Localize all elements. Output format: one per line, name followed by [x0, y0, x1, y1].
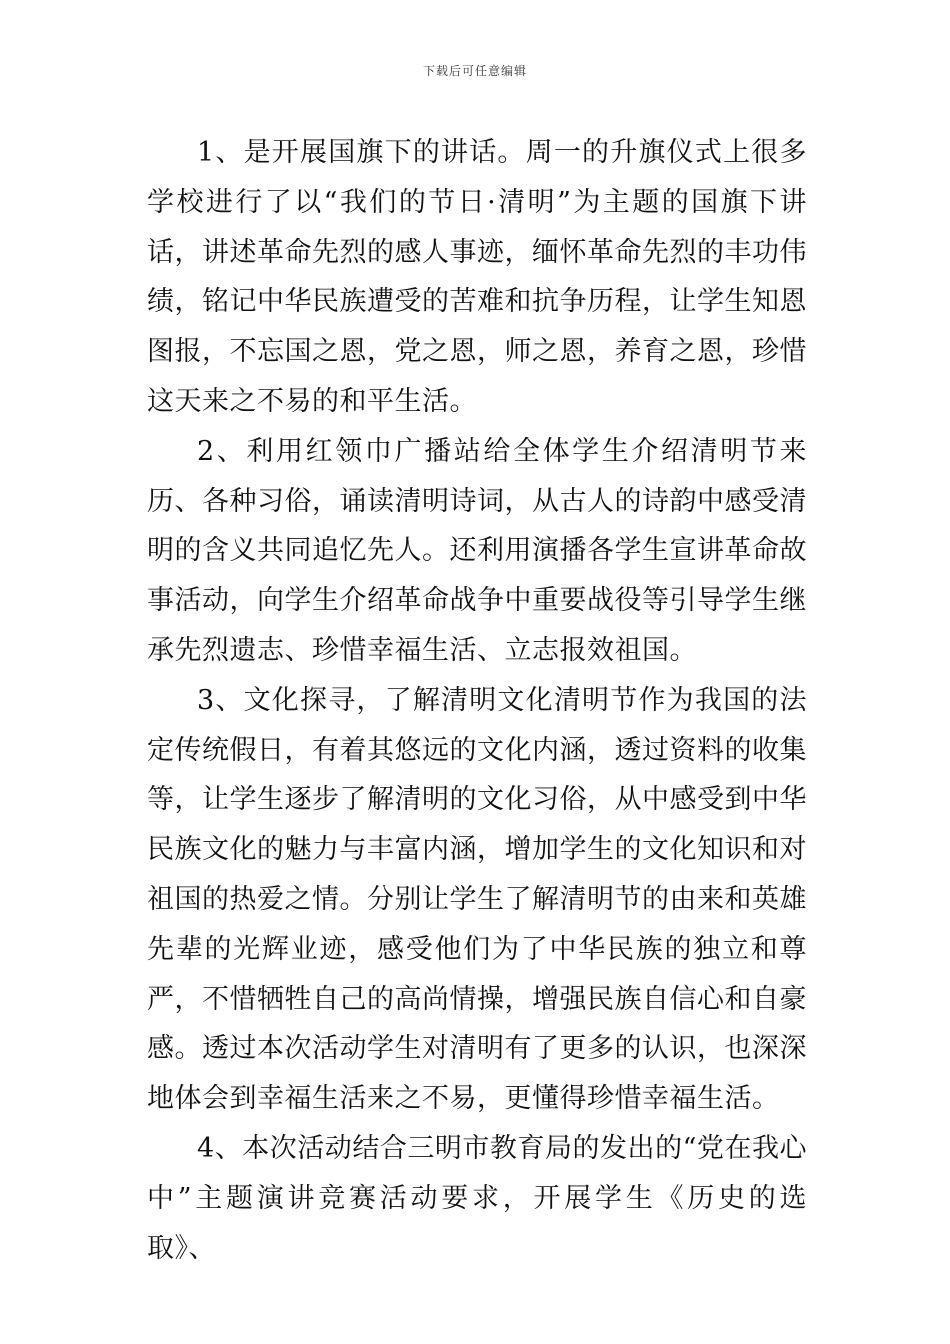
paragraph-3: 3、文化探寻，了解清明文化清明节作为我国的法定传统假日，有着其悠远的文化内涵，透过资料的收集等，让学生逐步了解清明的文化习俗，从中感受到中华民族文化的魅力与丰富内涵，增加学生的文化知识和对祖国的热爱之情。分别让学生了解清明节的由来和英雄先辈的光辉业迹，感受他们为了中华民族的独立和尊严，不惜牺牲自己的高尚情操，增强民族自信心和自豪感。透过本次活动学生对清明有了更多的认识，也深深地体会到幸福生活来之不易，更懂得珍惜幸福生活。 — [147, 684, 807, 1115]
page-header: 下载后可任意编辑 — [422, 64, 527, 78]
paragraph-1: 1、是开展国旗下的讲话。周一的升旗仪式上很多学校进行了以“我们的节日·清明”为主题的国旗下讲话，讲述革命先烈的感人事迹，缅怀革命先烈的丰功伟绩，铭记中华民族遭受的苦难和抗争历程，让学生知恩图报，不忘国之恩，党之恩，师之恩，养育之恩，珍惜这天来之不易的和平生活。 — [147, 137, 807, 417]
paragraph-2: 2、利用红领巾广播站给全体学生介绍清明节来历、各种习俗，诵读清明诗词，从古人的诗韵中感受清明的含义共同追忆先人。还利用演播各学生宣讲革命故事活动，向学生介绍革命战争中重要战役等引导学生继承先烈遗志、珍惜幸福生活、立志报效祖国。 — [147, 435, 807, 666]
paragraph-4: 4、本次活动结合三明市教育局的发出的“党在我心中”主题演讲竞赛活动要求，开展学生《历史的选取》、 — [147, 1132, 807, 1264]
document-body — [147, 128, 807, 1273]
